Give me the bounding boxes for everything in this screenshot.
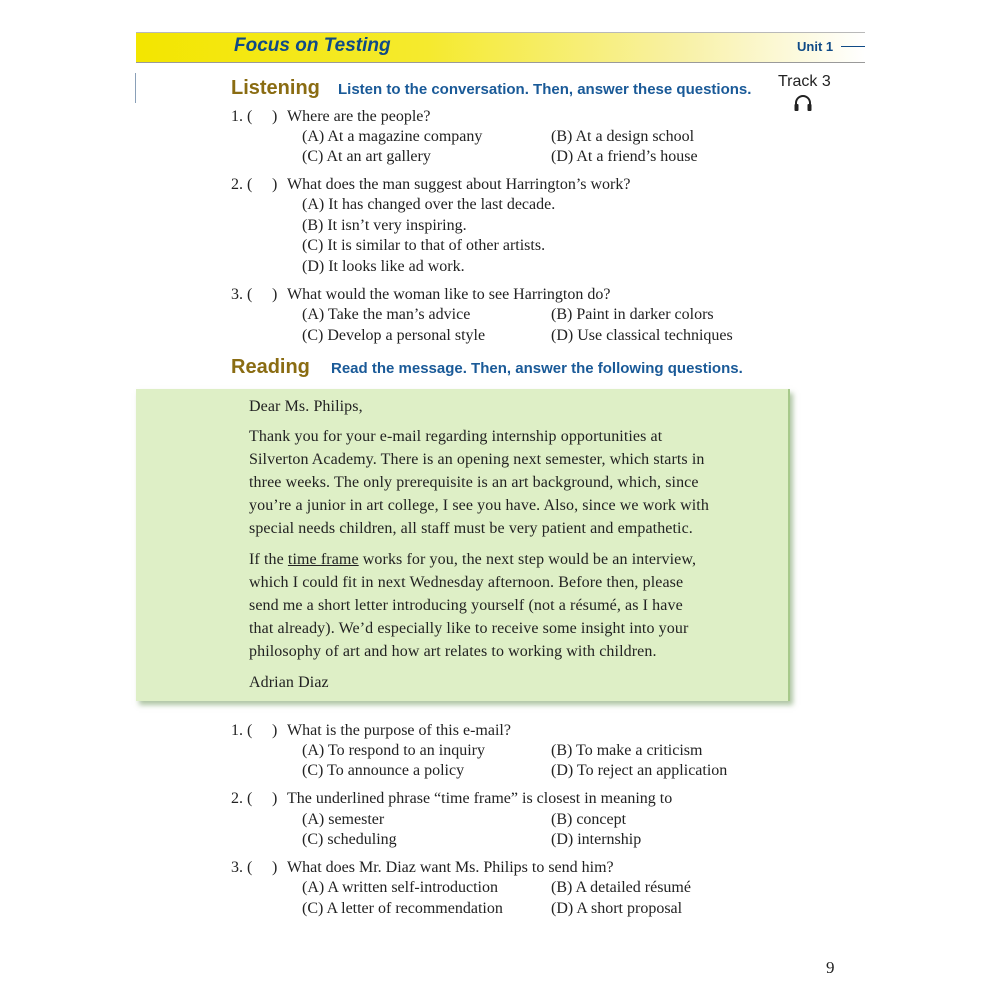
listening-q2-option-a[interactable]: (A) It has changed over the last decade. — [302, 196, 556, 213]
listening-title: Listening — [231, 77, 320, 99]
listening-q3-text: What would the woman like to see Harrington do? — [287, 286, 611, 303]
listening-q3-option-c[interactable]: (C) Develop a personal style — [302, 327, 486, 344]
letter-line: philosophy of art and how art relates to working with children. — [249, 643, 657, 660]
listening-q3-option-b[interactable]: (B) Paint in darker colors — [551, 306, 714, 323]
reading-q1-option-b[interactable]: (B) To make a criticism — [551, 742, 703, 759]
letter-line: which I could fit in next Wednesday afternoon. Before then, please — [249, 574, 684, 591]
margin-rule — [135, 73, 136, 103]
listening-q1-option-b[interactable]: (B) At a design school — [551, 128, 695, 145]
reading-q1-number: 1. ( — [231, 722, 253, 739]
listening-q3-option-a[interactable]: (A) Take the man’s advice — [302, 306, 471, 323]
listening-q1-option-a[interactable]: (A) At a magazine company — [302, 128, 483, 145]
letter-greeting: Dear Ms. Philips, — [249, 398, 363, 415]
letter-line: you’re a junior in art college, I see you have. Also, since we work with — [249, 497, 709, 514]
letter-text: works for you, the next step would be an interview, — [358, 551, 697, 568]
reading-q3-text: What does Mr. Diaz want Ms. Philips to send him? — [287, 859, 614, 876]
reading-q3-option-d[interactable]: (D) A short proposal — [551, 900, 683, 917]
letter-line-time-frame — [249, 551, 696, 569]
unit-rule — [841, 46, 865, 47]
reading-q2-option-d[interactable]: (D) internship — [551, 831, 642, 848]
letter-line: Silverton Academy. There is an opening next semester, which starts in — [249, 451, 705, 468]
reading-q1-option-c[interactable]: (C) To announce a policy — [302, 762, 465, 779]
listening-q1-text: Where are the people? — [287, 108, 431, 125]
letter-line: three weeks. The only prerequisite is an art background, which, since — [249, 474, 699, 491]
reading-q3-option-a[interactable]: (A) A written self-introduction — [302, 879, 498, 896]
letter-line: Thank you for your e-mail regarding internship opportunities at — [249, 428, 663, 445]
listening-q3-answer-blank[interactable]: ) — [272, 286, 278, 303]
letter-line: special needs children, all staff must be very patient and empathetic. — [249, 520, 693, 537]
listening-q2-text: What does the man suggest about Harrington’s work? — [287, 176, 631, 193]
reading-q2-option-c[interactable]: (C) scheduling — [302, 831, 397, 848]
listening-q1-option-d[interactable]: (D) At a friend’s house — [551, 148, 698, 165]
letter-line: that already). We’d especially like to receive some insight into your — [249, 620, 689, 637]
listening-q1-number: 1. ( — [231, 108, 253, 125]
reading-q1-option-a[interactable]: (A) To respond to an inquiry — [302, 742, 485, 759]
reading-q1-answer-blank[interactable]: ) — [272, 722, 278, 739]
listening-q2-option-c[interactable]: (C) It is similar to that of other artists. — [302, 237, 546, 254]
letter-line: send me a short letter introducing yourself (not a résumé, as I have — [249, 597, 683, 614]
reading-q2-text: The underlined phrase “time frame” is closest in meaning to — [287, 790, 673, 807]
listening-q2-answer-blank[interactable]: ) — [272, 176, 278, 193]
listening-q2-option-d[interactable]: (D) It looks like ad work. — [302, 258, 465, 275]
unit-label: Unit 1 — [797, 39, 834, 54]
listening-q2-number: 2. ( — [231, 176, 253, 193]
reading-q2-number: 2. ( — [231, 790, 253, 807]
letter-text: If the — [249, 551, 288, 568]
reading-q3-option-b[interactable]: (B) A detailed résumé — [551, 879, 691, 896]
reading-q1-text: What is the purpose of this e-mail? — [287, 722, 511, 739]
letter-signature: Adrian Diaz — [249, 674, 329, 691]
listening-q3-option-d[interactable]: (D) Use classical techniques — [551, 327, 733, 344]
listening-q2-option-b[interactable]: (B) It isn’t very inspiring. — [302, 217, 467, 234]
listening-q1-answer-blank[interactable]: ) — [272, 108, 278, 125]
track-label: Track 3 — [778, 73, 831, 90]
reading-q2-option-a[interactable]: (A) semester — [302, 811, 385, 828]
page-number: 9 — [826, 958, 835, 977]
reading-q3-number: 3. ( — [231, 859, 253, 876]
reading-instruction: Read the message. Then, answer the following questions. — [331, 360, 743, 377]
reading-q3-answer-blank[interactable]: ) — [272, 859, 278, 876]
listening-q3-number: 3. ( — [231, 286, 253, 303]
reading-q3-option-c[interactable]: (C) A letter of recommendation — [302, 900, 503, 917]
reading-title: Reading — [231, 356, 310, 378]
underlined-phrase: time frame — [287, 551, 359, 568]
header-title: Focus on Testing — [234, 35, 391, 56]
reading-q2-option-b[interactable]: (B) concept — [551, 811, 627, 828]
headphones-icon[interactable] — [793, 94, 813, 117]
listening-instruction: Listen to the conversation. Then, answer these questions. — [338, 81, 752, 98]
listening-q1-option-c[interactable]: (C) At an art gallery — [302, 148, 431, 165]
reading-q1-option-d[interactable]: (D) To reject an application — [551, 762, 728, 779]
reading-q2-answer-blank[interactable]: ) — [272, 790, 278, 807]
